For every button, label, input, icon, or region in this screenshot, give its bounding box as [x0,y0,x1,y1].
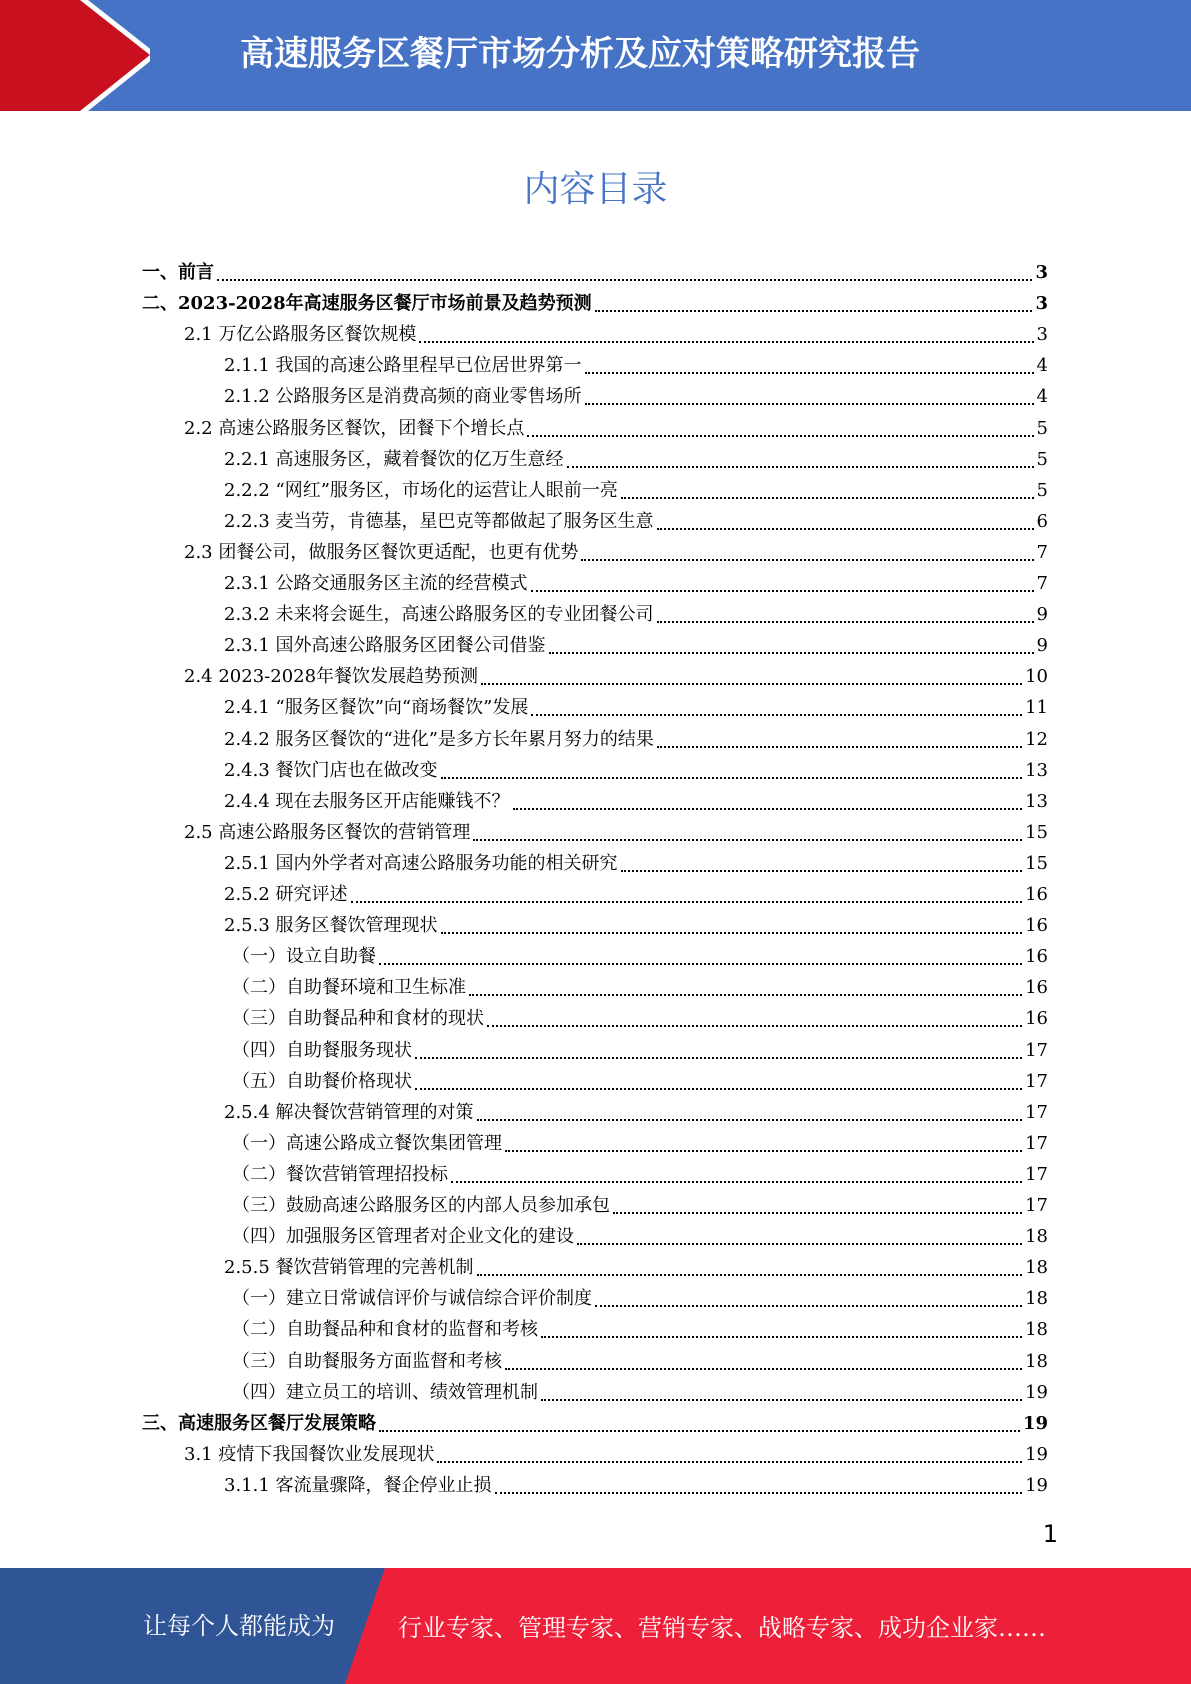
toc-entry-page: 16 [1025,884,1048,905]
toc-entry-label: 2.4.2 服务区餐饮的“进化”是多方长年累月努力的结果 [224,728,654,750]
toc-entry-page: 6 [1036,510,1048,532]
toc-entry-page: 5 [1036,448,1048,470]
toc-entry-label: 2.5.4 解决餐饮营销管理的对策 [224,1101,474,1123]
toc-entry-label: 一、前言 [142,262,214,283]
toc-entry[interactable] [232,937,1048,968]
toc-entry-label: （五）自助餐价格现状 [232,1070,412,1092]
toc-entry[interactable] [224,502,1048,533]
header-banner [0,0,1191,111]
toc-dot-leader [487,1009,1022,1027]
toc-entry-label: 2.1.1 我国的高速公路里程早已位居世界第一 [224,355,582,377]
footer-slogan-right: 行业专家、管理专家、营销专家、战略专家、成功企业家…… [398,1614,1046,1642]
toc-dot-leader [595,294,1033,312]
toc-dot-leader [541,1383,1022,1401]
toc-entry[interactable] [224,906,1048,937]
toc-entry-page: 5 [1036,417,1048,439]
toc-dot-leader [379,947,1022,965]
toc-entry[interactable] [224,1093,1048,1124]
toc-entry[interactable] [224,626,1048,657]
toc-dot-leader [613,1196,1022,1214]
toc-dot-leader [567,450,1034,468]
toc-entry-label: 2.2.2 “网红”服务区，市场化的运营让人眼前一亮 [224,479,618,501]
toc-entry-page: 17 [1025,1101,1048,1123]
toc-entry-page: 3 [1036,324,1048,346]
toc-dot-leader [441,761,1023,779]
toc-dot-leader [541,1320,1022,1338]
toc-entry[interactable] [224,1248,1048,1279]
toc-entry-label: （二）餐饮营销管理招投标 [232,1163,448,1185]
toc-entry-page: 12 [1025,728,1048,750]
toc-entry[interactable] [142,284,1048,315]
toc-entry-page: 18 [1025,1350,1048,1372]
toc-entry[interactable] [184,409,1048,440]
toc-entry[interactable] [224,720,1048,751]
toc-entry[interactable] [232,1310,1048,1341]
toc-entry[interactable] [224,751,1048,782]
toc-entry[interactable] [224,875,1048,906]
toc-dot-leader [217,263,1032,281]
toc-entry-label: 2.5.3 服务区餐饮管理现状 [224,915,438,937]
toc-dot-leader [505,1134,1022,1152]
toc-entry-label: 2.5.5 餐饮营销管理的完善机制 [224,1257,474,1279]
toc-entry[interactable] [232,1062,1048,1093]
toc-dot-leader [379,1414,1020,1432]
toc-dot-leader [549,636,1034,654]
toc-entry[interactable] [232,1217,1048,1248]
toc-entry[interactable] [184,657,1048,688]
toc-entry-label: （二）自助餐品种和食材的监督和考核 [232,1319,538,1341]
toc-entry-page: 18 [1025,1319,1048,1341]
toc-entry-page: 13 [1025,759,1048,781]
toc-entry-page: 16 [1025,946,1048,968]
toc-entry-label: 2.5.1 国内外学者对高速公路服务功能的相关研究 [224,852,618,874]
toc-entry[interactable] [232,1031,1048,1062]
toc-dot-leader [477,1103,1023,1121]
toc-entry-label: 二、2023-2028年高速服务区餐厅市场前景及趋势预测 [142,293,592,315]
toc-entry-label: 2.3.1 公路交通服务区主流的经营模式 [224,573,528,594]
toc-entry-page: 17 [1025,1039,1048,1061]
toc-entry[interactable] [224,1466,1048,1497]
toc-entry-page: 16 [1025,1008,1048,1030]
toc-entry-page: 7 [1036,573,1048,594]
toc-entry-page: 17 [1025,1195,1048,1216]
toc-entry-label: 2.1.2 公路服务区是消费高频的商业零售场所 [224,386,582,408]
toc-dot-leader [419,325,1033,343]
toc-dot-leader [585,356,1034,374]
toc-entry-label: 2.4.3 餐饮门店也在做改变 [224,759,438,781]
toc-dot-leader [469,978,1022,996]
toc-entry-label: （一）建立日常诚信评价与诚信综合评价制度 [232,1288,592,1310]
toc-entry-label: 2.2.1 高速服务区，藏着餐饮的亿万生意经 [224,448,564,470]
toc-entry-label: （四）自助餐服务现状 [232,1039,412,1061]
toc-dot-leader [657,512,1034,530]
toc-entry-page: 19 [1022,1412,1048,1434]
toc-entry[interactable] [232,968,1048,999]
toc-dot-leader [441,916,1023,934]
toc-dot-leader [513,792,1023,810]
toc-entry-label: 2.4.4 现在去服务区开店能赚钱不？ [224,790,510,812]
toc-entry[interactable] [224,377,1048,408]
toc-dot-leader [531,698,1022,716]
toc-dot-leader [657,605,1034,623]
toc-dot-leader [581,543,1033,561]
toc-entry[interactable] [224,564,1048,595]
toc-dot-leader [415,1041,1022,1059]
toc-entry[interactable] [224,346,1048,377]
toc-entry-label: 2.4.1 “服务区餐饮”向“商场餐饮”发展 [224,697,529,719]
toc-entry-page: 17 [1025,1163,1048,1185]
toc-entry[interactable] [232,1373,1048,1404]
toc-dot-leader [481,667,1022,685]
toc-entry-page: 17 [1025,1070,1048,1092]
toc-dot-leader [477,1258,1023,1276]
toc-entry-label: （三）自助餐服务方面监督和考核 [232,1350,502,1372]
toc-entry-label: 2.2.3 麦当劳，肯德基，星巴克等都做起了服务区生意 [224,510,654,532]
toc-entry-label: 2.3.2 未来将会诞生，高速公路服务区的专业团餐公司 [224,604,654,626]
toc-entry-label: 2.4 2023-2028年餐饮发展趋势预测 [184,666,479,688]
footer-banner [0,1568,1191,1684]
toc-entry-label: 2.5.2 研究评述 [224,884,348,905]
toc-entry-page: 4 [1036,386,1048,408]
toc-entry-label: 2.1 万亿公路服务区餐饮规模 [184,324,417,346]
toc-entry-label: （二）自助餐环境和卫生标准 [232,977,466,999]
toc-dot-leader [621,854,1023,872]
toc-heading: 内容目录 [523,169,668,210]
toc-entry[interactable] [224,595,1048,626]
report-title: 高速服务区餐厅市场分析及应对策略研究报告 [240,34,920,74]
toc-entry-label: 2.3.1 国外高速公路服务区团餐公司借鉴 [224,635,546,657]
toc-entry[interactable] [142,1404,1048,1435]
toc-entry[interactable] [232,1124,1048,1155]
toc-entry[interactable] [184,813,1048,844]
toc-dot-leader [505,1352,1022,1370]
toc-entry-page: 3 [1035,293,1048,315]
toc-entry-page: 11 [1025,697,1048,719]
toc-entry-page: 18 [1025,1226,1048,1248]
toc-entry[interactable] [224,782,1048,813]
toc-dot-leader [531,574,1034,592]
toc-entry-page: 19 [1025,1381,1048,1403]
toc-entry[interactable] [224,471,1048,502]
toc-entry[interactable] [232,1155,1048,1186]
toc-dot-leader [473,823,1022,841]
toc-entry-page: 16 [1025,915,1048,937]
toc-dot-leader [415,1072,1022,1090]
toc-dot-leader [437,1445,1022,1463]
toc-dot-leader [527,419,1033,437]
toc-dot-leader [351,885,1023,903]
toc-entry[interactable] [224,688,1048,719]
toc-entry[interactable] [224,440,1048,471]
toc-entry[interactable] [232,1342,1048,1373]
toc-entry-page: 19 [1025,1474,1048,1496]
toc-entry-label: 三、高速服务区餐厅发展策略 [142,1412,376,1434]
toc-dot-leader [451,1165,1022,1183]
toc-entry-page: 5 [1036,479,1048,501]
toc-entry[interactable] [142,253,1048,284]
toc-dot-leader [595,1289,1022,1307]
toc-entry[interactable] [184,315,1048,346]
toc-entry-page: 4 [1036,355,1048,377]
toc-entry[interactable] [184,1435,1048,1466]
toc-entry-page: 9 [1036,604,1048,626]
toc-entry-page: 7 [1036,541,1048,563]
toc-entry-label: （四）加强服务区管理者对企业文化的建设 [232,1226,574,1248]
toc-entry-label: 2.3 团餐公司，做服务区餐饮更适配，也更有优势 [184,541,579,563]
toc-entry[interactable] [232,1279,1048,1310]
toc-entry-label: （四）建立员工的培训、绩效管理机制 [232,1381,538,1403]
toc-entry-page: 19 [1025,1443,1048,1465]
toc-dot-leader [495,1476,1023,1494]
toc-entry-label: 2.2 高速公路服务区餐饮，团餐下个增长点 [184,417,525,439]
toc-entry-page: 10 [1025,666,1048,688]
toc-entry-label: 3.1.1 客流量骤降，餐企停业止损 [224,1474,492,1496]
toc-dot-leader [585,387,1034,405]
toc-entry-page: 16 [1025,977,1048,999]
toc-dot-leader [577,1227,1022,1245]
footer-slogan-left: 让每个人都能成为 [143,1612,335,1640]
toc-entry-page: 17 [1025,1132,1048,1154]
toc-entry[interactable] [232,999,1048,1030]
toc-entry-label: （三）自助餐品种和食材的现状 [232,1008,484,1030]
toc-entry-page: 3 [1035,262,1048,283]
toc-entry-page: 18 [1025,1257,1048,1279]
toc-entry-page: 13 [1025,790,1048,812]
toc-entry-label: 3.1 疫情下我国餐饮业发展现状 [184,1443,435,1465]
toc-dot-leader [621,481,1034,499]
toc-entry-label: （一）高速公路成立餐饮集团管理 [232,1132,502,1154]
chevron-arrow-icon [0,0,150,111]
toc-entry[interactable] [184,533,1048,564]
toc-entry[interactable] [232,1186,1048,1217]
toc-dot-leader [657,730,1022,748]
toc-entry-label: （三）鼓励高速公路服务区的内部人员参加承包 [232,1195,610,1216]
toc-entry-page: 18 [1025,1288,1048,1310]
toc-entry-label: 2.5 高速公路服务区餐饮的营销管理 [184,821,471,843]
toc-entry-page: 9 [1036,635,1048,657]
page-number: 1 [1042,1520,1058,1548]
toc-entry-page: 15 [1025,821,1048,843]
toc-entry-label: （一）设立自助餐 [232,946,376,968]
toc-entry[interactable] [224,844,1048,875]
toc-entry-page: 15 [1025,852,1048,874]
